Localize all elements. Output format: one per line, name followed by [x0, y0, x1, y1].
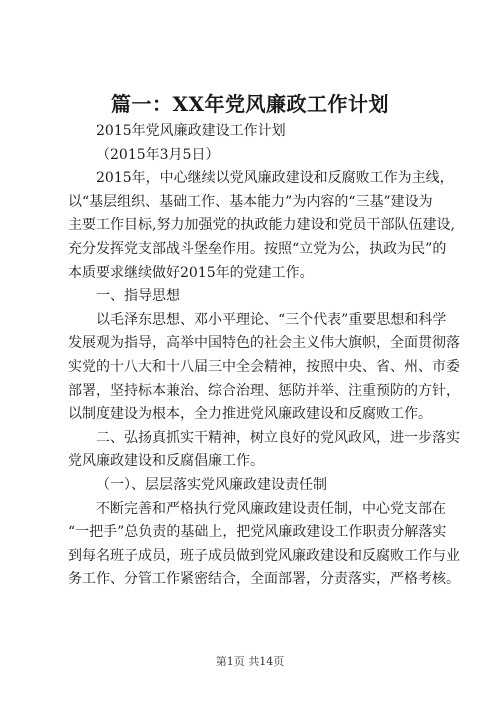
section-1-heading: 一、指导思想	[96, 288, 180, 305]
page-footer: 第1页 共14页	[215, 655, 285, 668]
subsection-1-heading: （一）、层层落实党风廉政建设责任制	[96, 476, 327, 493]
paragraph-line: 主要工作目标,努力加强党的执政能力建设和党员干部队伍建设,	[68, 217, 455, 234]
document-body	[68, 120, 460, 592]
paragraph-line: 部署，坚持标本兼治、综合治理、惩防并举、注重预防的方针，	[68, 382, 460, 399]
paragraph-line: 党风廉政建设和反腐倡廉工作。	[68, 453, 264, 470]
paragraph-line: 以毛泽东思想、邓小平理论、“三个代表”重要思想和科学	[96, 311, 447, 328]
paragraph-2	[68, 309, 460, 427]
section-2-heading	[68, 427, 460, 474]
paragraph-line: 发展观为指导，高举中国特色的社会主义伟大旗帜，全面贯彻落	[68, 335, 460, 352]
paragraph-line: 务工作、分管工作紧密结合，全面部署，分责落实，严格考核。	[68, 571, 460, 588]
paragraph-line: 2015年，中心继续以党风廉政建设和反腐败工作为主线，	[96, 170, 454, 187]
paragraph-line: 本质要求继续做好2015年的党建工作。	[68, 264, 314, 281]
document-subtitle: 2015年党风廉政建设工作计划	[96, 123, 286, 139]
paragraph-3	[68, 498, 460, 592]
paragraph-line: 充分发挥党支部战斗堡垒作用。按照“立党为公，执政为民”的	[68, 240, 447, 257]
paragraph-line: 不断完善和严格执行党风廉政建设责任制，中心党支部在	[96, 500, 446, 517]
paragraph-1	[68, 167, 455, 285]
paragraph-line: 实党的十八大和十八届三中全会精神，按照中央、省、州、市委	[68, 358, 460, 375]
document-title: 篇一：XX年党风廉政工作计划	[110, 92, 390, 116]
paragraph-line: 到每名班子成员，班子成员做到党风廉政建设和反腐败工作与业	[68, 547, 460, 564]
paragraph-line: 以“基层组织、基础工作、基本能力”为内容的“三基”建设为	[68, 193, 433, 210]
paragraph-line: 二、弘扬真抓实干精神，树立良好的党风政风，进一步落实	[96, 429, 460, 446]
document-date: （2015年3月5日）	[96, 146, 220, 163]
paragraph-line: “一把手”总负责的基础上，把党风廉政建设工作职责分解落实	[68, 524, 447, 541]
paragraph-line: 以制度建设为根本，全力推进党风廉政建设和反腐败工作。	[68, 406, 432, 423]
